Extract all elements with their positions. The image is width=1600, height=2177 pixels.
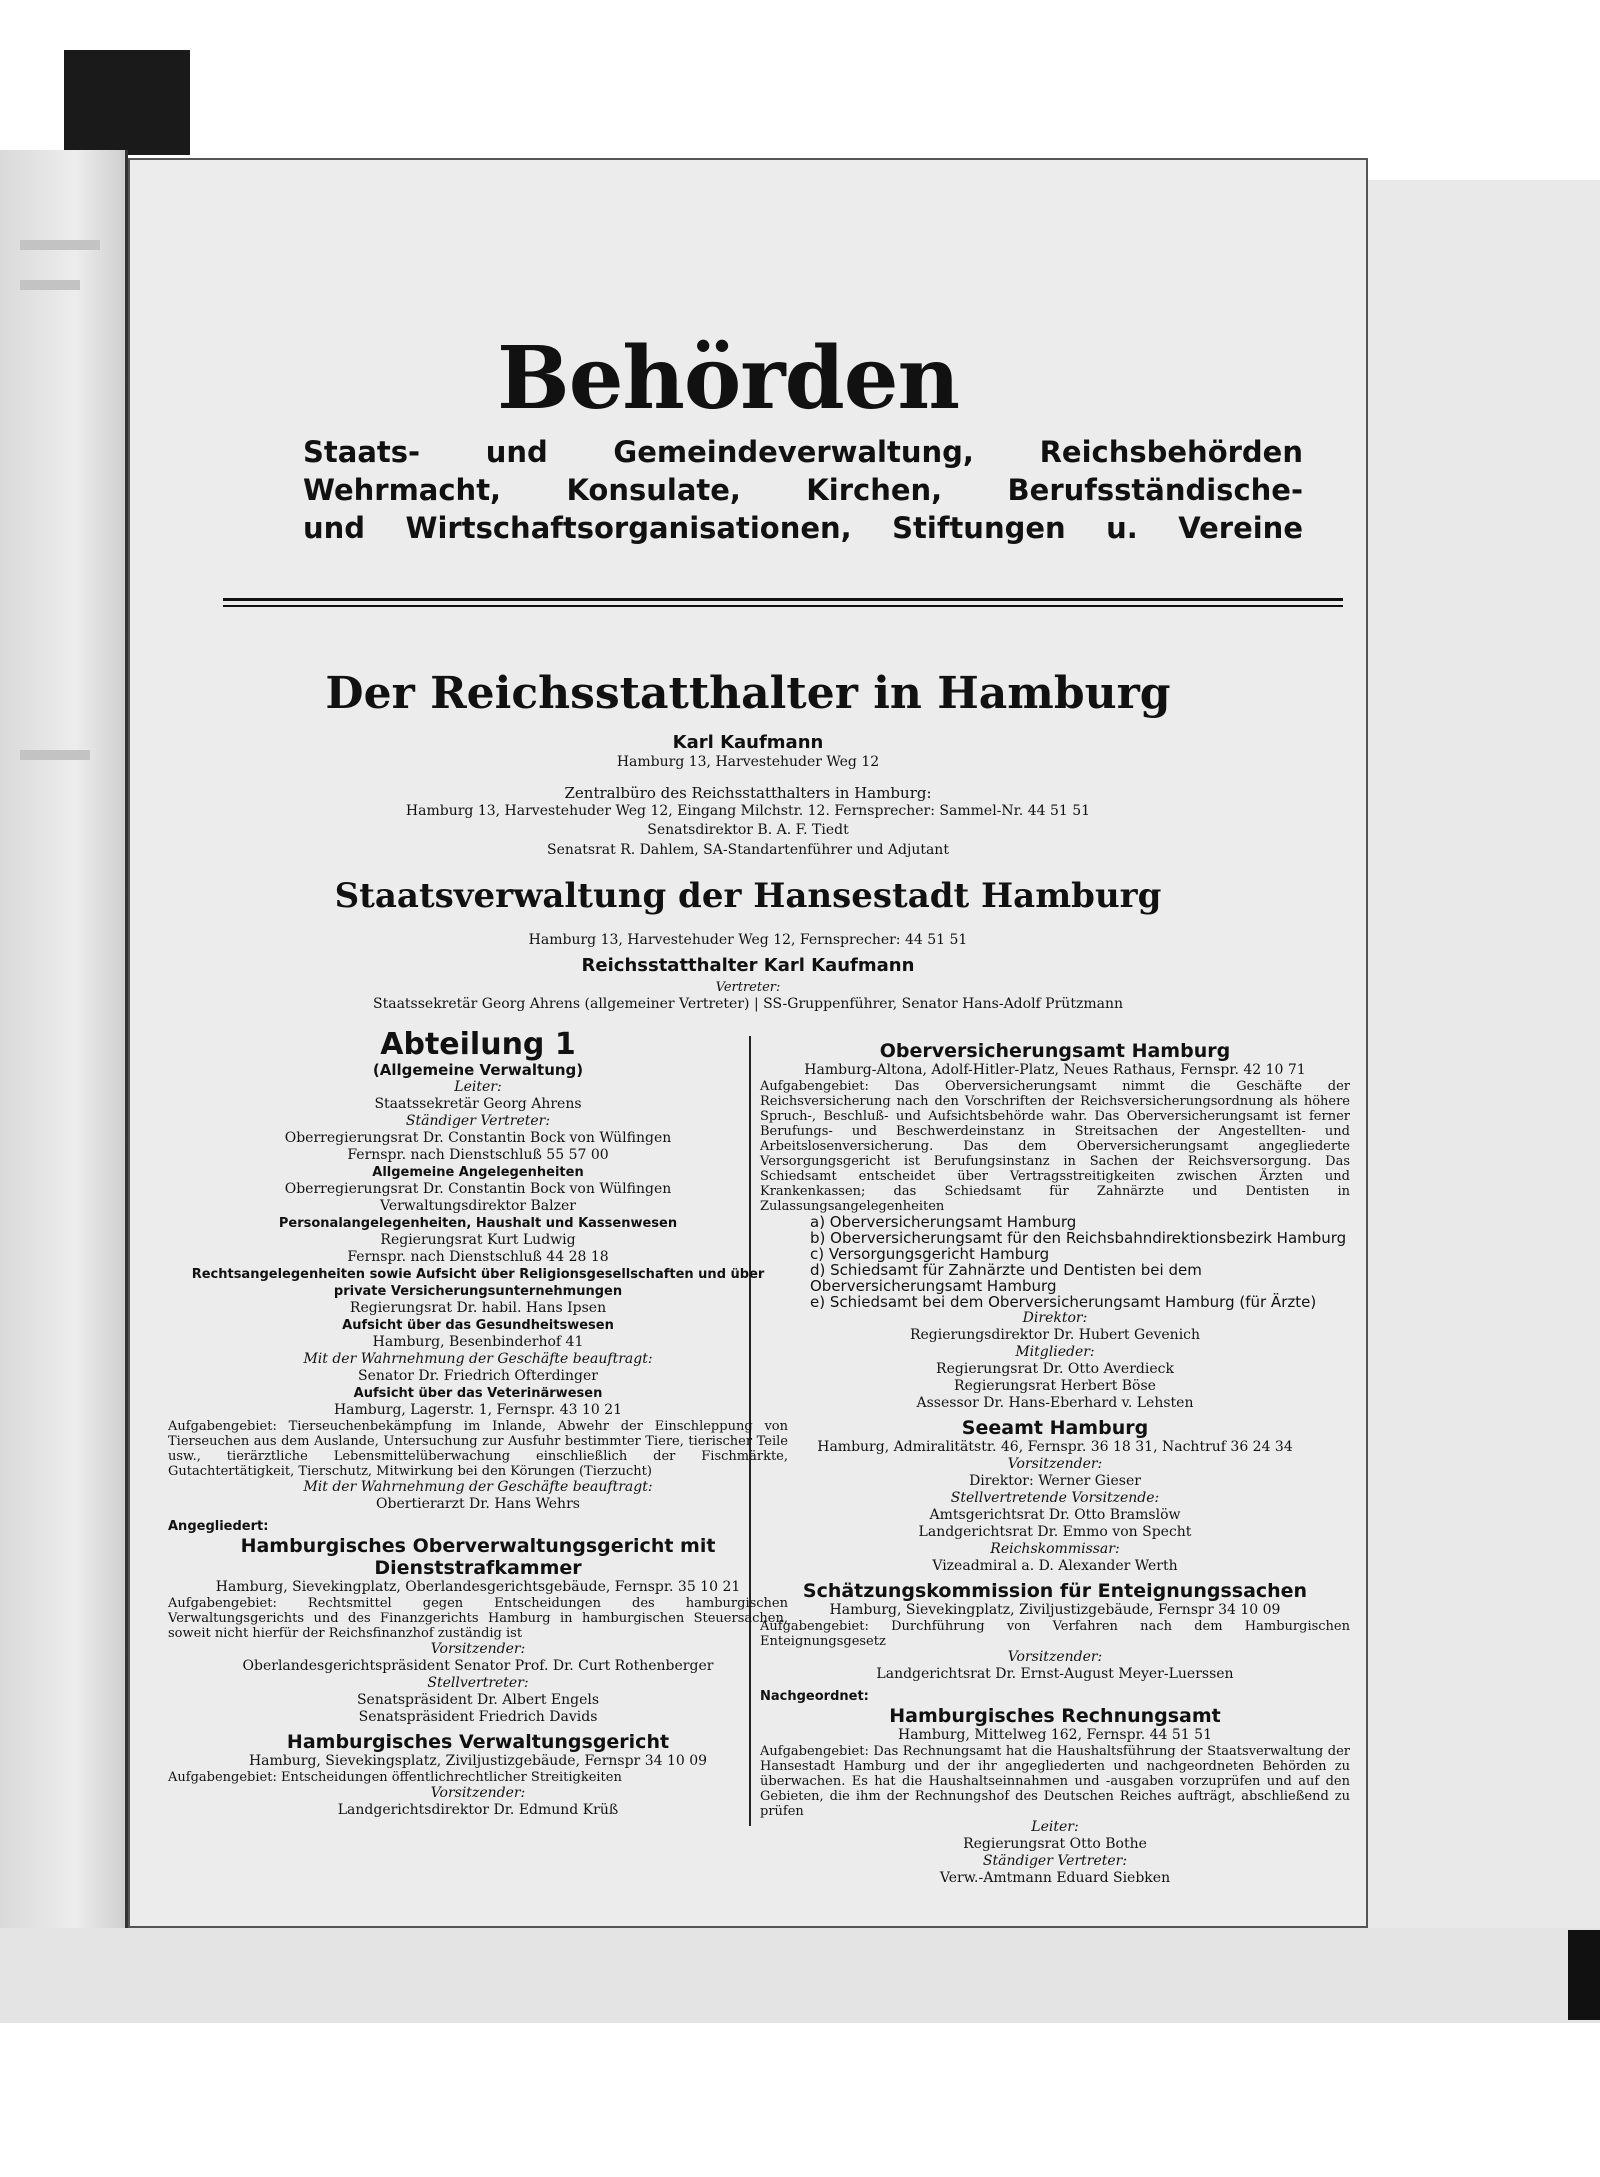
document-page xyxy=(128,158,1368,1928)
page-subtitle xyxy=(303,433,1303,547)
label: Vorsitzender: xyxy=(1007,1649,1103,1665)
scan-bottom xyxy=(0,1928,1600,2023)
address: Hamburg, Sievekingplatz, Oberlandesgerichtsgebäude, Fernspr. 35 10 21 xyxy=(215,1579,741,1595)
person: Assessor Dr. Hans-Eberhard v. Lehsten xyxy=(916,1395,1194,1411)
right-column xyxy=(760,1040,1350,1887)
person: Landgerichtsrat Dr. Emmo von Specht xyxy=(918,1524,1192,1540)
scan-shadow-top xyxy=(64,50,190,155)
person: Verwaltungsdirektor Balzer xyxy=(380,1198,576,1214)
list-item: d) Schiedsamt für Zahnärzte und Dentisten bei dem Oberversicherungsamt Hamburg xyxy=(810,1261,1202,1295)
person: Regierungsrat Dr. Otto Averdieck xyxy=(936,1361,1174,1377)
scan-corner xyxy=(1568,1930,1600,2020)
address: Hamburg-Altona, Adolf-Hitler-Platz, Neues Rathaus, Fernspr. 42 10 71 xyxy=(804,1062,1306,1078)
person: Amtsgerichtsrat Dr. Otto Bramslöw xyxy=(929,1507,1181,1523)
person: Staatssekretär Georg Ahrens xyxy=(374,1096,582,1112)
adjacent-page xyxy=(0,150,128,1932)
office-heading: Aufsicht über das Gesundheitswesen xyxy=(342,1318,614,1333)
address: Hamburg 13, Harvestehuder Weg 12, Fernsprecher: 44 51 51 xyxy=(528,932,968,948)
label: Ständiger Vertreter: xyxy=(405,1113,551,1129)
subtitle-line: Wehrmacht, Konsulate, Kirchen, Berufsständische- xyxy=(303,473,1303,507)
office-heading: Aufsicht über das Veterinärwesen xyxy=(353,1386,603,1401)
list-item: b) Oberversicherungsamt für den Reichsbahndirektionsbezirk Hamburg xyxy=(810,1229,1347,1247)
address: Hamburg, Sievekingplatz, Ziviljustizgebäude, Fernspr 34 10 09 xyxy=(829,1602,1281,1618)
page-title: Behörden xyxy=(497,328,959,429)
address: Hamburg, Mittelweg 162, Fernspr. 44 51 51 xyxy=(898,1727,1212,1743)
label: Stellvertreter: xyxy=(427,1675,529,1691)
label: Vorsitzender: xyxy=(430,1641,526,1657)
description: Aufgabengebiet: Das Oberversicherungsamt nimmt die Geschäfte der Reichsversicherung nach den Vorschriften der Reichsversicherungsordnung als höhere Spruch-, Beschluß- und Aufsichtsbehörde wahr. Das Oberversicherungsamt ist ferner Berufungs- und Beschwerdeinstanz in Streitsachen der Angestellten- und Arbeitslosenversicherung. Das dem Oberversicherungsamt angegliederte Versorgungsgericht ist Berufungsinstanz in Sachen der Reichsversorgung. Das Schiedsamt entscheidet über Vertragsstreitigkeiten zwischen Ärzten und Krankenkassen; das Schiedsamt für Zahnärzte und Dentisten in Zulassungsangelegenheiten xyxy=(760,1079,1350,1214)
person: Oberlandesgerichtspräsident Senator Prof. Dr. Curt Rothenberger xyxy=(242,1658,714,1674)
person: Obertierarzt Dr. Hans Wehrs xyxy=(376,1496,580,1512)
description: Aufgabengebiet: Tierseuchenbekämpfung im Inlande, Abwehr der Einschleppung von Tierseuchen aus dem Auslande, Untersuchung zur Ausfuhr bestimmter Tiere, tierischer Teile usw., tierärztliche Lebensmittelüberwachung einschließlich der Fischmärkte, Gutachtertätigkeit, Tierschutz, Mitwirkung bei den Körungen (Tierzucht) xyxy=(168,1419,788,1479)
left-column xyxy=(168,1028,788,1819)
person: Senator Dr. Friedrich Ofterdinger xyxy=(358,1368,598,1384)
list-item: c) Versorgungsgericht Hamburg xyxy=(810,1245,1050,1263)
person: Landgerichtsrat Dr. Ernst-August Meyer-Luerssen xyxy=(876,1666,1234,1682)
person: Landgerichtsdirektor Dr. Edmund Krüß xyxy=(337,1802,619,1818)
person: Senatspräsident Friedrich Davids xyxy=(358,1709,598,1725)
label: Mit der Wahrnehmung der Geschäfte beauftragt: xyxy=(303,1351,653,1367)
person: Regierungsrat Otto Bothe xyxy=(963,1836,1147,1852)
list-item: e) Schiedsamt bei dem Oberversicherungsamt Hamburg (für Ärzte) xyxy=(810,1293,1317,1311)
subsection-title: Zentralbüro des Reichsstatthalters in Hamburg: xyxy=(564,784,932,802)
office-heading: Rechtsangelegenheiten sowie Aufsicht über Religionsgesellschaften und über private Versicherungsunternehmungen xyxy=(191,1267,765,1299)
person-name: Reichsstatthalter Karl Kaufmann xyxy=(581,955,915,976)
person: Direktor: Werner Gieser xyxy=(969,1473,1141,1489)
institution-heading: Hamburgisches Verwaltungsgericht xyxy=(286,1731,670,1753)
divider-rule xyxy=(223,598,1343,601)
address: Hamburg, Sievekingsplatz, Ziviljustizgebäude, Fernspr 34 10 09 xyxy=(248,1753,708,1769)
address: Hamburg 13, Harvestehuder Weg 12 xyxy=(616,754,880,770)
label: Mitglieder: xyxy=(1015,1344,1095,1360)
description: Aufgabengebiet: Entscheidungen öffentlichrechtlicher Streitigkeiten xyxy=(168,1770,622,1785)
label: Leiter: xyxy=(454,1079,502,1095)
person: Oberregierungsrat Dr. Constantin Bock von Wülfingen xyxy=(284,1130,672,1146)
person: Vizeadmiral a. D. Alexander Werth xyxy=(932,1558,1178,1574)
divider-rule xyxy=(223,605,1343,607)
list-item: a) Oberversicherungsamt Hamburg xyxy=(810,1213,1077,1231)
institution-heading: Hamburgisches Oberverwaltungsgericht mit Dienststrafkammer xyxy=(240,1535,716,1579)
label: Vertreter: xyxy=(715,980,781,995)
person: Regierungsdirektor Dr. Hubert Gevenich xyxy=(909,1327,1201,1343)
description: Aufgabengebiet: Das Rechnungsamt hat die Haushaltsführung der Staatsverwaltung der Hansestadt Hamburg und der ihr angegliederten und nachgeordneten Behörden zu überwachen. Es hat die Haushaltseinnahmen und -ausgaben vorzuprüfen und auf den Gebieten, die ihm der Rechnungshof des Deutschen Reiches aufträgt, abschließend zu prüfen xyxy=(760,1744,1350,1819)
institution-heading: Oberversicherungsamt Hamburg xyxy=(879,1040,1231,1062)
institution-heading: Seeamt Hamburg xyxy=(961,1417,1149,1439)
address: Hamburg, Admiralitätstr. 46, Fernspr. 36 18 31, Nachtruf 36 24 34 xyxy=(817,1439,1293,1455)
person: Senatsrat R. Dahlem, SA-Standartenführer und Adjutant xyxy=(547,842,949,858)
person: Regierungsrat Kurt Ludwig xyxy=(380,1232,576,1248)
address: Hamburg, Lagerstr. 1, Fernspr. 43 10 21 xyxy=(333,1402,623,1418)
person: Staatssekretär Georg Ahrens (allgemeiner Vertreter) | SS-Gruppenführer, Senator Hans-Adolf Prützmann xyxy=(373,996,1123,1012)
label: Ständiger Vertreter: xyxy=(982,1853,1128,1869)
group-label: Angegliedert: xyxy=(168,1519,269,1534)
right-margin xyxy=(1368,180,1600,1940)
office-heading: Allgemeine Angelegenheiten xyxy=(372,1165,584,1180)
phone: Fernspr. nach Dienstschluß 55 57 00 xyxy=(347,1147,609,1163)
label: Vorsitzender: xyxy=(1007,1456,1103,1472)
description: Aufgabengebiet: Rechtsmittel gegen Entscheidungen des hamburgischen Verwaltungsgerichts und des Finanzgerichts Hamburg in hamburgischen Steuersachen, soweit nicht hierfür der Reichsfinanzhof zuständig ist xyxy=(168,1596,788,1641)
person: Senatspräsident Dr. Albert Engels xyxy=(356,1692,600,1708)
label: Mit der Wahrnehmung der Geschäfte beauftragt: xyxy=(303,1479,653,1495)
label: Vorsitzender: xyxy=(430,1785,526,1801)
person: Senatsdirektor B. A. F. Tiedt xyxy=(647,822,849,838)
group-label: Nachgeordnet: xyxy=(760,1689,869,1704)
person: Regierungsrat Dr. habil. Hans Ipsen xyxy=(349,1300,607,1316)
label: Reichskommissar: xyxy=(990,1541,1120,1557)
section-heading: Staatsverwaltung der Hansestadt Hamburg xyxy=(334,876,1162,916)
institution-heading: Schätzungskommission für Enteignungssachen xyxy=(802,1580,1308,1602)
section-heading: Der Reichsstatthalter in Hamburg xyxy=(325,668,1171,719)
label: Leiter: xyxy=(1031,1819,1079,1835)
person-name: Karl Kaufmann xyxy=(672,732,824,753)
address: Hamburg, Besenbinderhof 41 xyxy=(372,1334,584,1350)
address: Hamburg 13, Harvestehuder Weg 12, Eingang Milchstr. 12. Fernsprecher: Sammel-Nr. 44 51 51 xyxy=(405,803,1091,819)
person: Regierungsrat Herbert Böse xyxy=(954,1378,1156,1394)
department-heading: Abteilung 1 xyxy=(380,1027,576,1062)
institution-heading: Hamburgisches Rechnungsamt xyxy=(889,1705,1221,1727)
person: Verw.-Amtmann Eduard Siebken xyxy=(939,1870,1171,1886)
description: Aufgabengebiet: Durchführung von Verfahren nach dem Hamburgischen Enteignungsgesetz xyxy=(760,1619,1350,1649)
person: Oberregierungsrat Dr. Constantin Bock von Wülfingen xyxy=(284,1181,672,1197)
label: Stellvertretende Vorsitzende: xyxy=(950,1490,1160,1506)
subtitle-line: und Wirtschaftsorganisationen, Stiftungen u. Vereine xyxy=(303,511,1303,545)
subtitle-line: Staats- und Gemeindeverwaltung, Reichsbehörden xyxy=(303,435,1303,469)
department-subheading: (Allgemeine Verwaltung) xyxy=(372,1061,584,1079)
phone: Fernspr. nach Dienstschluß 44 28 18 xyxy=(347,1249,609,1265)
office-heading: Personalangelegenheiten, Haushalt und Kassenwesen xyxy=(278,1216,678,1231)
label: Direktor: xyxy=(1022,1310,1088,1326)
